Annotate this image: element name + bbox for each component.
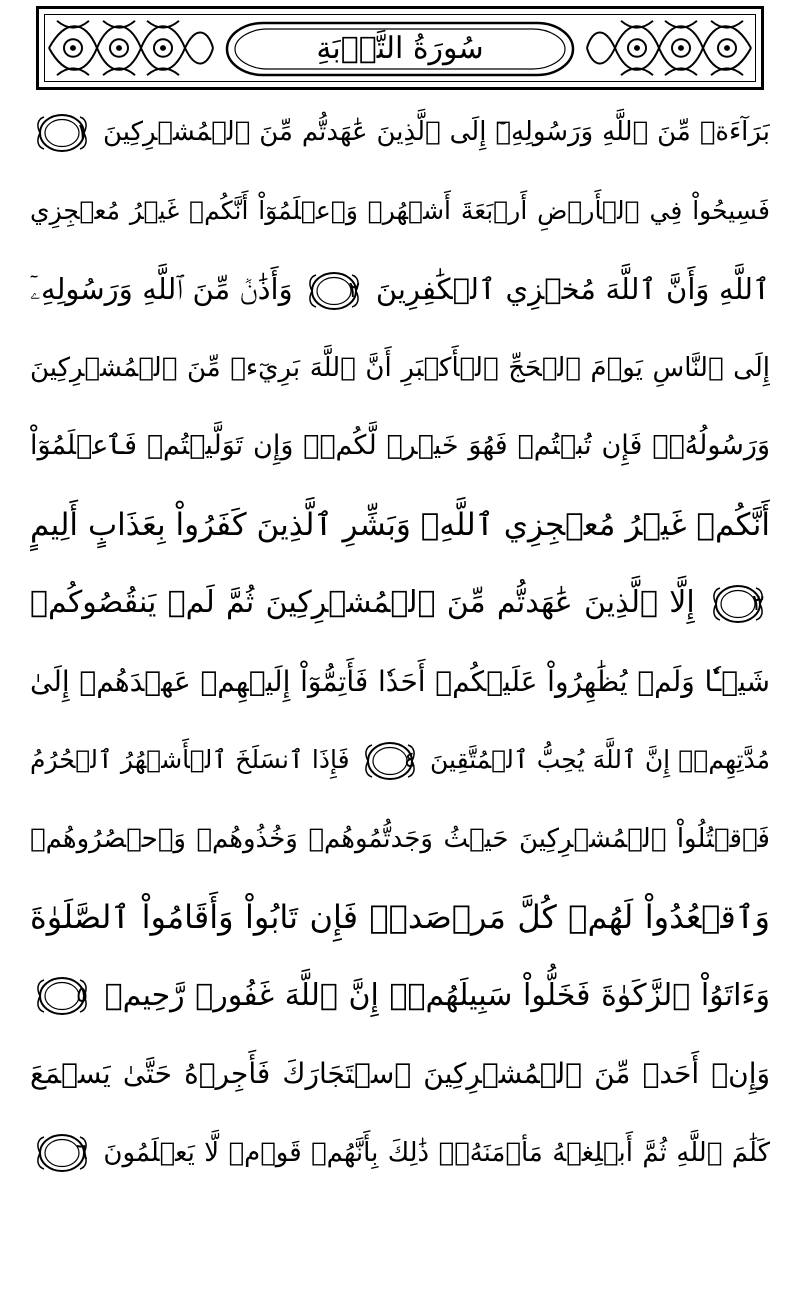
- surah-title: سُورَةُ التَّوۡبَةِ: [316, 31, 484, 66]
- verse-line: [30, 1039, 770, 1109]
- ayah-end-marker: [712, 582, 764, 626]
- ayah-end-marker: [364, 739, 416, 783]
- verse-text: وَأَذَٰنٞ مِّنَ ٱللَّهِ وَرَسُولِهِۦٓ: [30, 272, 293, 306]
- verse-line: [30, 647, 770, 717]
- ayah-number: ٢: [348, 278, 361, 303]
- verse-text: وَٱقۡعُدُواْ لَهُمۡ كُلَّ مَرۡصَدٖۚ فَإِن تَابُواْ وَأَقَامُواْ ٱلصَّلَوٰةَ: [30, 898, 770, 936]
- verse-line: [30, 176, 770, 246]
- verse-text: إِلَّا ٱلَّذِينَ عَٰهَدتُّم مِّنَ ٱلۡمُشۡرِكِينَ ثُمَّ لَمۡ يَنقُصُوكُمۡ: [30, 585, 695, 620]
- ayah-number: ١: [76, 119, 88, 145]
- verse-text: وَإِنۡ أَحَدٞ مِّنَ ٱلۡمُشۡرِكِينَ ٱسۡتَجَارَكَ فَأَجِرۡهُ حَتَّىٰ يَسۡمَعَ: [30, 1057, 770, 1090]
- ayah-number: ٣: [752, 590, 764, 616]
- ayah-end-marker: [308, 269, 360, 313]
- ayah-end-marker: [36, 974, 88, 1018]
- verse-text: فَإِذَا ٱنسَلَخَ ٱلۡأَشۡهُرُ ٱلۡحُرُمُ: [30, 745, 350, 774]
- verse-text: أَنَّكُمۡ غَيۡرُ مُعۡجِزِي ٱللَّهِۗ وَبَشِّرِ ٱلَّذِينَ كَفَرُواْ بِعَذَابٍ أَلِيمٍ: [30, 506, 770, 543]
- ayah-number: ٥: [76, 983, 88, 1008]
- ayah-number: ٤: [403, 748, 416, 773]
- verse-line: [30, 568, 770, 638]
- verse-text: فَٱقۡتُلُواْ ٱلۡمُشۡرِكِينَ حَيۡثُ وَجَدتُّمُوهُمۡ وَخُذُوهُمۡ وَٱحۡصُرُوهُمۡ: [30, 823, 770, 854]
- verse-line: [30, 961, 770, 1031]
- verse-text: إِلَى ٱلنَّاسِ يَوۡمَ ٱلۡحَجِّ ٱلۡأَكۡبَرِ أَنَّ ٱللَّهَ بَرِيٓءٞ مِّنَ ٱلۡمُشۡرِكِينَ: [30, 352, 770, 383]
- verse-text: ٱللَّهِ وَأَنَّ ٱللَّهَ مُخۡزِي ٱلۡكَٰفِرِينَ: [375, 272, 770, 306]
- verse-line: [30, 1118, 770, 1188]
- verse-line: [30, 97, 770, 167]
- ayah-end-marker: [36, 1131, 88, 1175]
- verse-text: مُدَّتِهِمۡۚ إِنَّ ٱللَّهَ يُحِبُّ ٱلۡمُتَّقِينَ: [430, 745, 770, 774]
- verse-text: كَلَٰمَ ٱللَّهِ ثُمَّ أَبۡلِغۡهُ مَأۡمَنَهُۥۚ ذَٰلِكَ بِأَنَّهُمۡ قَوۡمٞ لَّا يَعۡلَمُونَ: [103, 1137, 770, 1168]
- verse-line: [30, 254, 770, 324]
- verse-line: [30, 882, 770, 952]
- verse-line: [30, 725, 770, 795]
- verse-text: شَيۡـٔٗا وَلَمۡ يُظَٰهِرُواْ عَلَيۡكُمۡ أَحَدٗا فَأَتِمُّوٓاْ إِلَيۡهِمۡ عَهۡدَهُمۡ إِلَىٰ: [30, 664, 770, 698]
- verse-text: وَءَاتَوُاْ ٱلزَّكَوٰةَ فَخَلُّواْ سَبِيلَهُمۡۚ إِنَّ ٱللَّهَ غَفُورٞ رَّحِيمٞ: [104, 977, 770, 1013]
- verse-line: [30, 804, 770, 874]
- verse-text: وَرَسُولُهُۥۚ فَإِن تُبۡتُمۡ فَهُوَ خَيۡرٞ لَّكُمۡۖ وَإِن تَوَلَّيۡتُمۡ فَٱعۡلَمُوٓاْ: [30, 430, 770, 461]
- verse-line: [30, 490, 770, 560]
- verse-text: فَسِيحُواْ فِي ٱلۡأَرۡضِ أَرۡبَعَةَ أَشۡهُرٖ وَٱعۡلَمُوٓاْ أَنَّكُمۡ غَيۡرُ مُعۡجِزِي: [30, 195, 770, 225]
- ayah-number: ٦: [76, 1140, 88, 1165]
- ayah-end-marker: [36, 111, 88, 155]
- verse-line: [30, 411, 770, 481]
- verse-line: [30, 333, 770, 403]
- verse-text: بَرَآءَةٞ مِّنَ ٱللَّهِ وَرَسُولِهِۦٓ إِلَى ٱلَّذِينَ عَٰهَدتُّم مِّنَ ٱلۡمُشۡرِكِينَ: [102, 117, 770, 147]
